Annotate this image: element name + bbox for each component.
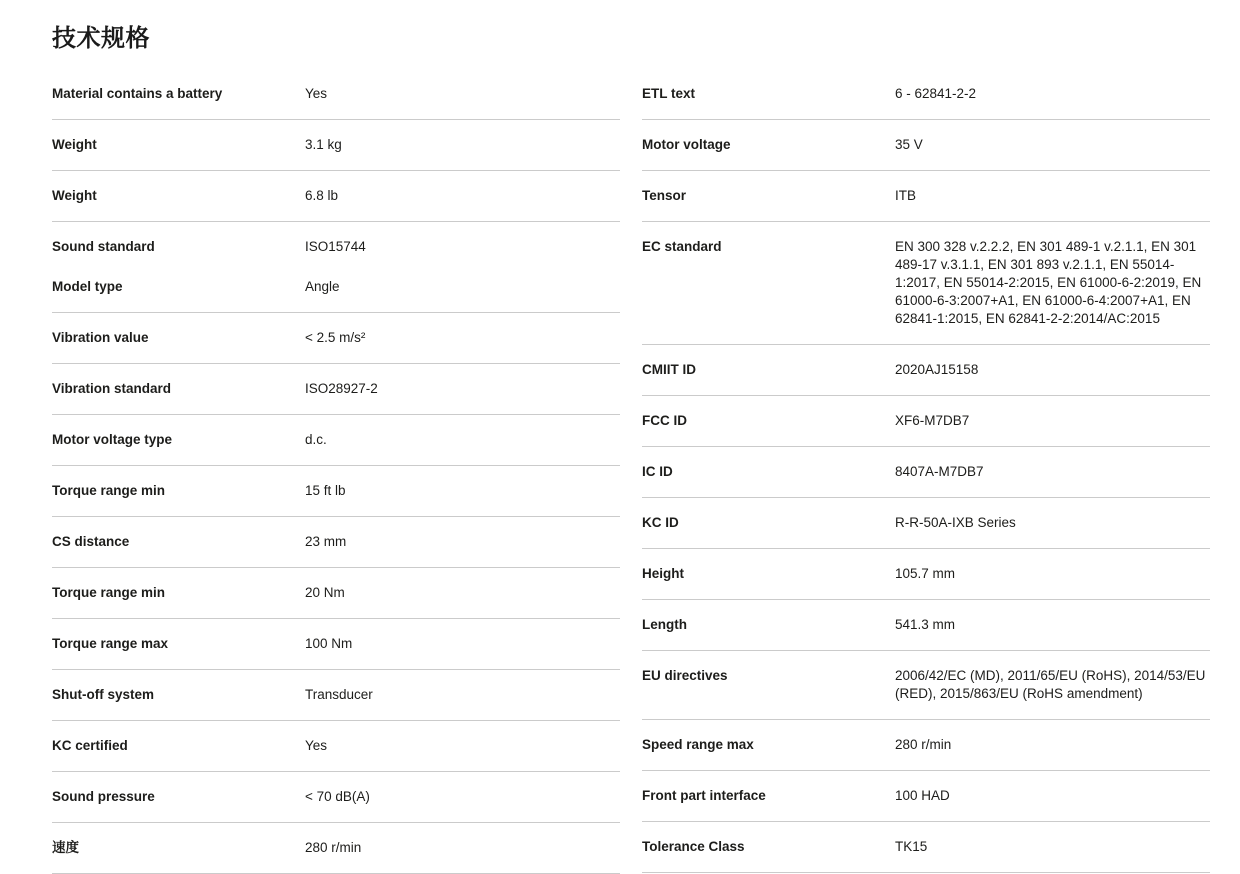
spec-row — [642, 822, 1210, 873]
spec-row — [52, 823, 620, 874]
spec-value: 6.8 lb — [305, 188, 339, 203]
spec-pair — [52, 533, 620, 551]
spec-value: 2006/42/EC (MD), 2011/65/EU (RoHS), 2014/53/EU (RED), 2015/863/EU (RoHS amendment) — [895, 668, 1206, 701]
spec-pair — [642, 787, 1210, 805]
spec-row — [52, 171, 620, 222]
spec-row — [52, 670, 620, 721]
spec-value: XF6-M7DB7 — [895, 413, 970, 428]
spec-label: Sound standard — [52, 239, 155, 254]
spec-label: EC standard — [642, 239, 722, 254]
spec-label: KC certified — [52, 738, 128, 753]
spec-label: Motor voltage type — [52, 432, 173, 447]
spec-value: 35 V — [895, 137, 923, 152]
spec-pair — [52, 187, 620, 205]
spec-row — [642, 771, 1210, 822]
spec-label: Tensor — [642, 188, 687, 203]
spec-pair — [642, 514, 1210, 532]
spec-pair — [52, 839, 620, 857]
spec-row — [642, 396, 1210, 447]
spec-value: d.c. — [305, 432, 327, 447]
spec-label: Sound pressure — [52, 789, 155, 804]
spec-value: 23 mm — [305, 534, 347, 549]
spec-value: 280 r/min — [895, 737, 952, 752]
spec-label: KC ID — [642, 515, 679, 530]
spec-value: < 70 dB(A) — [305, 789, 370, 804]
spec-row — [642, 600, 1210, 651]
spec-pair — [642, 667, 1210, 703]
spec-row — [642, 651, 1210, 720]
spec-pair — [642, 85, 1210, 103]
spec-label: Weight — [52, 188, 97, 203]
spec-pair — [52, 136, 620, 154]
spec-pair — [642, 187, 1210, 205]
spec-pair — [52, 278, 620, 296]
spec-value: 15 ft lb — [305, 483, 346, 498]
spec-value: ISO15744 — [305, 239, 366, 254]
spec-row — [642, 171, 1210, 222]
spec-label: Height — [642, 566, 684, 581]
spec-pair — [52, 737, 620, 755]
spec-pair — [52, 788, 620, 806]
spec-value: EN 300 328 v.2.2.2, EN 301 489-1 v.2.1.1, EN 301 489-17 v.3.1.1, EN 301 893 v.2.1.1, EN 55014-1:2017, EN 55014-2:2015, EN 61000-6-2:2019, EN 61000-6-3:2007+A1, EN 61000-6-4:2007+A1, EN 62841-1:2015, EN 62841-2-2:2014/AC:2015 — [895, 239, 1202, 326]
spec-value: 20 Nm — [305, 585, 345, 600]
spec-label: Weight — [52, 137, 97, 152]
page-title: 技术规格 — [52, 25, 150, 52]
spec-value: 2020AJ15158 — [895, 362, 979, 377]
spec-value: Yes — [305, 86, 328, 101]
spec-row — [642, 447, 1210, 498]
spec-pair — [642, 136, 1210, 154]
spec-value: 105.7 mm — [895, 566, 956, 581]
spec-pair — [642, 838, 1210, 856]
spec-value: R-R-50A-IXB Series — [895, 515, 1016, 530]
spec-row — [642, 498, 1210, 549]
spec-value: Angle — [305, 279, 340, 294]
spec-label: Front part interface — [642, 788, 766, 803]
spec-value: TK15 — [895, 839, 928, 854]
spec-value: 100 HAD — [895, 788, 950, 803]
spec-label: Vibration standard — [52, 381, 172, 396]
spec-pair — [52, 380, 620, 398]
spec-pair — [52, 329, 620, 347]
spec-label: Torque range min — [52, 483, 166, 498]
spec-label: Length — [642, 617, 687, 632]
spec-pair — [52, 238, 620, 256]
spec-label: IC ID — [642, 464, 673, 479]
spec-label: FCC ID — [642, 413, 687, 428]
spec-row — [52, 517, 620, 568]
spec-value: 6 - 62841-2-2 — [895, 86, 977, 101]
spec-row — [52, 415, 620, 466]
spec-label: CS distance — [52, 534, 130, 549]
spec-row — [642, 720, 1210, 771]
spec-label: Torque range max — [52, 636, 169, 651]
spec-pair — [52, 584, 620, 602]
spec-pair — [642, 616, 1210, 634]
spec-pair — [642, 238, 1210, 328]
spec-row — [642, 120, 1210, 171]
spec-row — [642, 549, 1210, 600]
spec-pair — [642, 361, 1210, 379]
spec-value: < 2.5 m/s² — [305, 330, 366, 345]
spec-pair — [52, 85, 620, 103]
spec-pair — [642, 736, 1210, 754]
spec-label: Torque range min — [52, 585, 166, 600]
spec-label: EU directives — [642, 668, 728, 683]
spec-pair — [52, 482, 620, 500]
spec-row — [52, 772, 620, 823]
spec-label: Vibration value — [52, 330, 149, 345]
spec-row — [642, 345, 1210, 396]
spec-value: Transducer — [305, 687, 373, 702]
spec-pair — [52, 686, 620, 704]
spec-pair — [642, 565, 1210, 583]
spec-label: 速度 — [52, 840, 79, 855]
spec-value: 541.3 mm — [895, 617, 956, 632]
spec-label: Model type — [52, 279, 123, 294]
spec-value: ITB — [895, 188, 917, 203]
spec-row — [52, 120, 620, 171]
spec-pair — [52, 635, 620, 653]
spec-row — [52, 222, 620, 313]
spec-value: 280 r/min — [305, 840, 362, 855]
spec-label: Speed range max — [642, 737, 754, 752]
spec-value: ISO28927-2 — [305, 381, 378, 396]
spec-column-left — [52, 69, 620, 874]
spec-row — [52, 466, 620, 517]
spec-row — [52, 69, 620, 120]
spec-row — [642, 222, 1210, 345]
spec-column-right — [642, 69, 1210, 873]
spec-label: Material contains a battery — [52, 86, 223, 101]
spec-pair — [642, 412, 1210, 430]
spec-pair — [642, 463, 1210, 481]
spec-label: Shut-off system — [52, 687, 155, 702]
spec-label: CMIIT ID — [642, 362, 696, 377]
spec-value: 3.1 kg — [305, 137, 342, 152]
spec-value: Yes — [305, 738, 328, 753]
spec-value: 100 Nm — [305, 636, 353, 651]
spec-label: Tolerance Class — [642, 839, 745, 854]
spec-row — [52, 619, 620, 670]
spec-row — [52, 568, 620, 619]
spec-table — [52, 69, 1210, 874]
spec-row — [52, 313, 620, 364]
spec-row — [642, 69, 1210, 120]
spec-pair — [52, 431, 620, 449]
spec-label: ETL text — [642, 86, 696, 101]
spec-row — [52, 721, 620, 772]
spec-value: 8407A-M7DB7 — [895, 464, 984, 479]
spec-label: Motor voltage — [642, 137, 731, 152]
spec-row — [52, 364, 620, 415]
